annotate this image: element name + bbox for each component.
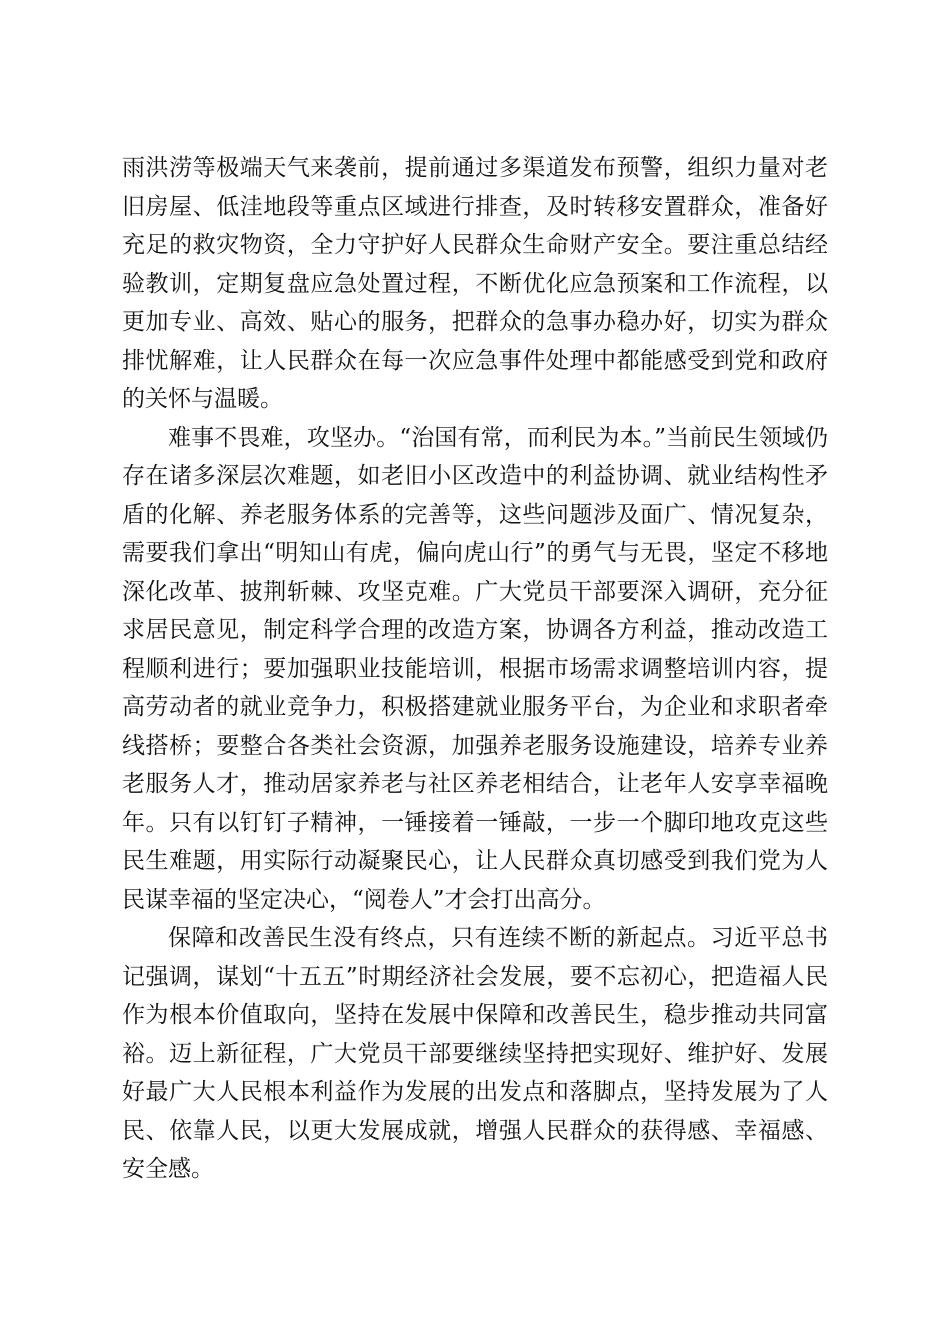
paragraph-hard-issues: 难事不畏难，攻坚办。“治国有常，而利民为本。”当前民生领域仍存在诸多深层次难题，如老旧小区改造中的利益协调、就业结构性矛盾的化解、养老服务体系的完善等，这些问题涉及面广、情况复杂，需要我们拿出“明知山有虎，偏向虎山行”的勇气与无畏，坚定不移地深化改革、披荆斩棘、攻坚克难。广大党员干部要深入调研，充分征求居民意见，制定科学合理的改造方案，协调各方利益，推动改造工程顺利进行；要加强职业技能培训，根据市场需求调整培训内容，提高劳动者的就业竞争力，积极搭建就业服务平台，为企业和求职者牵线搭桥；要整合各类社会资源，加强养老服务设施建设，培养专业养老服务人才，推动居家养老与社区养老相结合，让老年人安享幸福晚年。只有以钉钉子精神，一锤接着一锤敲，一步一个脚印地攻克这些民生难题，用实际行动凝聚民心，让人民群众真切感受到我们党为人民谋幸福的坚定决心，“阅卷人”才会打出高分。 [122, 424, 828, 913]
paragraph-continuation: 雨洪涝等极端天气来袭前，提前通过多渠道发布预警，组织力量对老旧房屋、低洼地段等重点区域进行排查，及时转移安置群众，准备好充足的救灾物资，全力守护好人民群众生命财产安全。要注重总结经验教训，定期复盘应急处置过程，不断优化应急预案和工作流程，以更加专业、高效、贴心的服务，把群众的急事办稳办好，切实为群众排忧解难，让人民群众在每一次应急事件处理中都能感受到党和政府的关怀与温暖。 [122, 155, 828, 412]
document-page [122, 149, 828, 1189]
paragraph-livelihood-improvement: 保障和改善民生没有终点，只有连续不断的新起点。习近平总书记强调，谋划“十五五”时期经济社会发展，要不忘初心，把造福人民作为根本价值取向，坚持在发展中保障和改善民生，稳步推动共同富裕。迈上新征程，广大党员干部要继续坚持把实现好、维护好、发展好最广大人民根本利益作为发展的出发点和落脚点，坚持发展为了人民、依靠人民，以更大发展成就，增强人民群众的获得感、幸福感、安全感。 [122, 925, 828, 1182]
